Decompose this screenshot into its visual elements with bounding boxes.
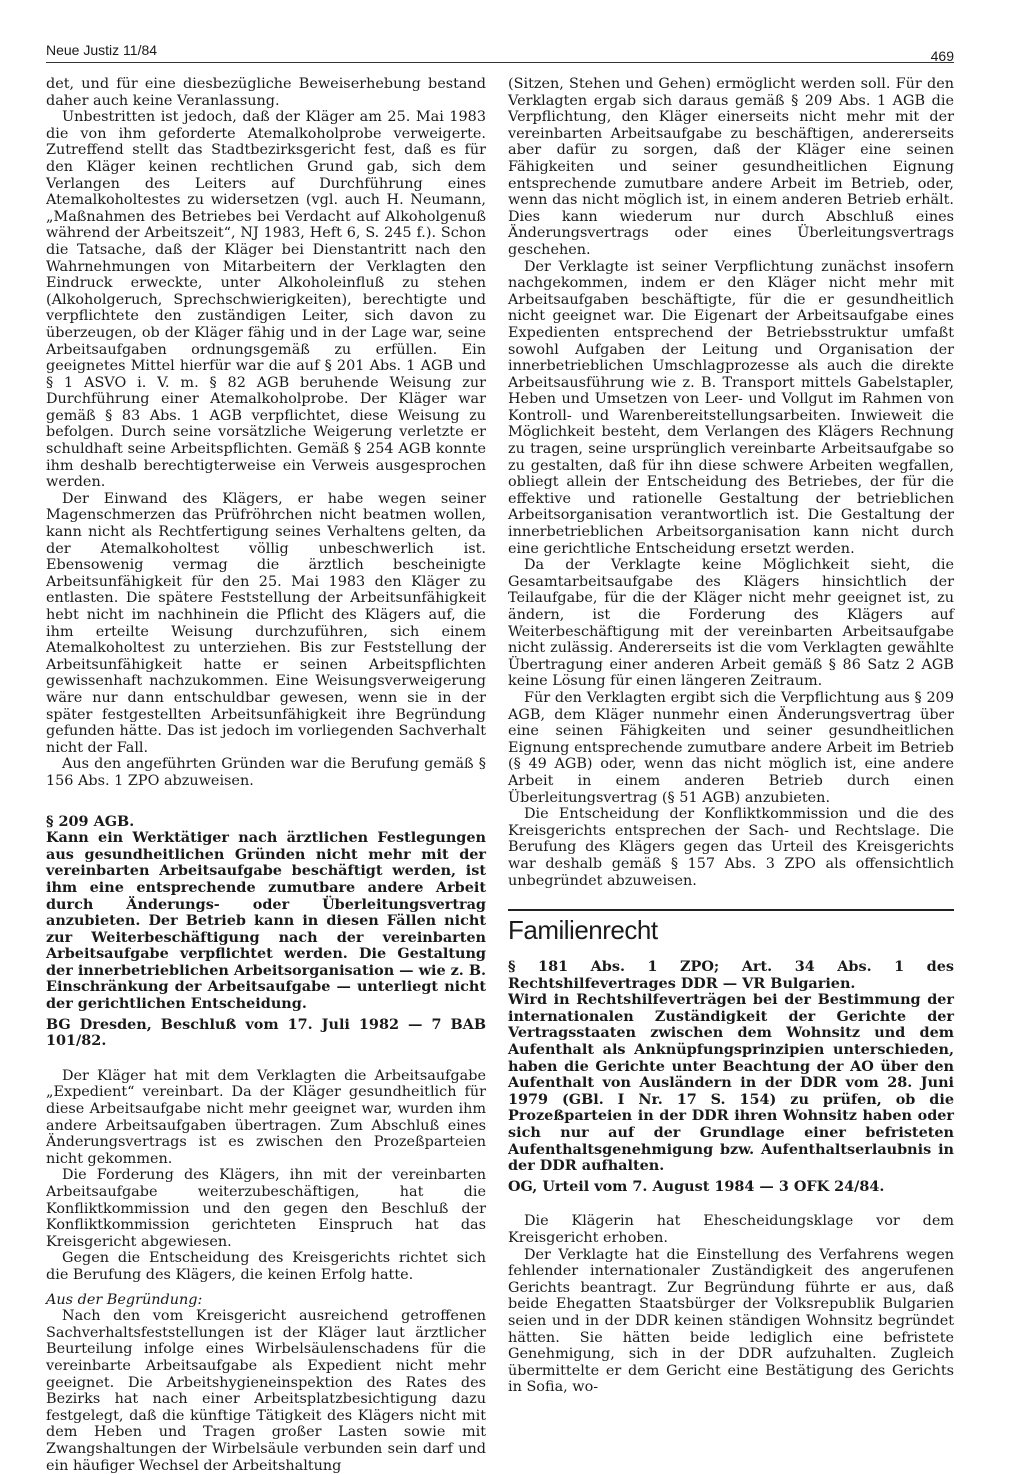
subheading: Aus der Begründung: [46,1291,203,1308]
paragraph: Die Entscheidung der Konfliktkommission und die des Kreisgerichts entsprechen der Sach- und Rechtslage. Die Berufung des Klägers gegen das Urteil des Kreisgerichts war deshalb gemäß § 157 Abs. 3 ZPO als offensichtlich unbegründet abzuweisen. [508,806,954,889]
paragraph: (Sitzen, Stehen und Gehen) ermöglicht werden soll. Für den Verklagten ergab sich daraus gemäß § 209 Abs. 1 AGB die Verpflichtung, den Kläger einerseits nicht mehr mit der vereinbarten Arbeitsaufgabe zu beschäftigen, andererseits aber dafür zu sorgen, daß der Kläger eine seinen Fähigkeiten und seiner gesundheitlichen Eignung entsprechende zumutbare andere Arbeit im Betrieb, oder, wenn das nicht möglich ist, in einem anderen Betrieb erhält. Dies kann wiederum nur durch Abschluß eines Änderungsvertrags oder eines Überleitungsvertrags geschehen. [508,76,954,258]
paragraph: Die Forderung des Klägers, ihn mit der vereinbarten Arbeitsaufgabe weiterzubeschäftigen, hat die Konfliktkommission und den gegen den Beschluß der Konfliktkommission gerichteten Einspruch hat das Kreisgericht abgewiesen. [46,1167,486,1250]
paragraph: Gegen die Entscheidung des Kreisgerichts richtet sich die Berufung des Klägers, die keinen Erfolg hatte. [46,1250,486,1283]
journal-title: Neue Justiz 11/84 [46,42,158,58]
headnote: Kann ein Werktätiger nach ärztlichen Festlegungen aus gesundheitlichen Gründen nicht mehr mit der vereinbarten Arbeitsaufgabe beschäftigt werden, ist ihm eine entsprechende zumutbare andere Arbeit durch Änderungs- oder Überleitungsvertrag anzubieten. Der Betrieb kann in diesen Fällen nicht zur Weiterbeschäftigung nach der vereinbarten Arbeitsaufgabe verpflichtet werden. Die Gestaltung der innerbetrieblichen Arbeitsorganisation — wie z. B. Einschränkung der Arbeitsaufgabe — unterliegt nicht der gerichtlichen Entscheidung. [46,829,486,1013]
page-number: 469 [930,48,954,64]
running-header [46,40,954,63]
left-column [46,76,486,1474]
spacer [46,790,486,808]
headnote: Wird in Rechtshilfeverträgen bei der Bestimmung der internationalen Zuständigkeit der Gerichte der Vertragsstaaten zwischen dem Wohnsitz und dem Aufenthalt als Anknüpfungsprinzipien unterschieden, haben die Gerichte unter Beachtung der AO über den Aufenthalt von Ausländern in der DDR vom 28. Juni 1979 (GBl. I Nr. 17 S. 154) zu prüfen, ob die Prozeßparteien in der DDR ihren Wohnsitz haben oder sich nur auf der Grundlage einer befristeten Aufenthaltsgenehmigung bzw. Aufenthaltserlaubnis in der DDR aufhalten. [508,991,954,1175]
paragraph: Der Kläger hat mit dem Verklagten die Arbeitsaufgabe „Expedient“ vereinbart. Da der Kläger gesundheitlich für diese Arbeitsaufgabe nicht mehr geeignet war, wurden ihm andere Arbeitsaufgaben übertragen. Zum Abschluß eines Änderungsvertrags ist es zwischen den Prozeßparteien nicht gekommen. [46,1067,486,1167]
spacer [46,1284,486,1292]
paragraph: Der Einwand des Klägers, er habe wegen seiner Magenschmerzen das Prüfröhrchen nicht beatmen wollen, kann nicht als Rechtfertigung seines Verhaltens gelten, da der Atemalkoholtest völlig unbeschwerlich ist. Ebensowenig vermag die ärztlich bescheinigte Arbeitsunfähigkeit für den 25. Mai 1983 den Kläger zu entlasten. Die spätere Feststellung der Arbeitsunfähigkeit hebt nicht im nachhinein die Pflicht des Klägers auf, die ihm erteilte Weisung durchzuführen, sich einem Atemalkoholtest zu unterziehen. Bis zur Feststellung der Arbeitsunfähigkeit hatte er seinen Arbeitspflichten gewissenhaft nachzukommen. Eine Weisungsverweigerung wäre nur dann entschuldbar gewesen, wenn sie in der später festgestellten Arbeitsunfähigkeit ihre Begründung gefunden hätte. Das ist jedoch im vorliegenden Sachverhalt nicht der Fall. [46,490,486,756]
paragraph: Die Klägerin hat Ehescheidungsklage vor dem Kreisgericht erhoben. [508,1213,954,1246]
right-column [508,76,954,1396]
paragraph: Für den Verklagten ergibt sich die Verpflichtung aus § 209 AGB, dem Kläger nunmehr einen Änderungsvertrag über eine seinen Fähigkeiten und seiner gesundheitlichen Eignung entsprechende zumutbare andere Arbeit im Betrieb (§ 49 AGB) oder, wenn das nicht möglich ist, eine andere Arbeit in einem anderen Betrieb durch einen Überleitungsvertrag (§ 51 AGB) anzubieten. [508,689,954,806]
paragraph: Da der Verklagte keine Möglichkeit sieht, die Gesamtarbeitsaufgabe des Klägers hinsichtlich der Teilaufgabe, für die der Kläger nicht mehr geeignet ist, zu ändern, ist die Forderung des Klägers auf Weiterbeschäftigung mit der vereinbarten Arbeitsaufgabe nicht zulässig. Andererseits ist die vom Verklagten gewählte Übertragung einer anderen Arbeit gemäß § 86 Satz 2 AGB keine Lösung für einen längeren Zeitraum. [508,557,954,690]
spacer [508,1195,954,1213]
law-reference: § 209 AGB. [46,812,135,830]
law-reference: § 181 Abs. 1 ZPO; Art. 34 Abs. 1 des Rechtshilfevertrages DDR — VR Bulgarien. [508,958,954,992]
paragraph: Der Verklagte hat die Einstellung des Verfahrens wegen fehlender internationaler Zuständigkeit des angerufenen Gerichts beantragt. Zur Begründung führte er aus, daß beide Ehegatten Staatsbürger der Volksrepublik Bulgarien seien und in der DDR keinen ständigen Wohnsitz begründet hätten. Sie hätten beide lediglich eine befristete Genehmigung, sich in der DDR aufzuhalten. Zugleich übermittelte er dem Gericht eine Bestätigung des Gerichts in Sofia, wo- [508,1246,954,1396]
spacer [46,1050,486,1068]
paragraph: Aus den angeführten Gründen war die Berufung gemäß § 156 Abs. 1 ZPO abzuweisen. [46,756,486,789]
case-citation: BG Dresden, Beschluß vom 17. Juli 1982 — 7 BAB 101/82. [46,1015,486,1050]
case-citation: OG, Urteil vom 7. August 1984 — 3 OFK 24/84. [508,1177,885,1195]
paragraph: Unbestritten ist jedoch, daß der Kläger am 25. Mai 1983 die von ihm geforderte Atemalkoholprobe verweigerte. Zutreffend stellt das Stadtbezirksgericht fest, daß es für den Kläger keinen rechtlichen Grund gab, sich dem Verlangen des Leiters auf Durchführung eines Atemalkoholtestes zu widersetzen (vgl. auch H. Neumann, „Maßnahmen des Betriebes bei Verdacht auf Alkoholgenuß während der Arbeitszeit“, NJ 1983, Heft 6, S. 245 f.). Schon die Tatsache, daß der Kläger bei Dienstantritt nach den Wahrnehmungen von Mitarbeitern der Verklagten den Eindruck erweckte, unter Alkoholeinfluß zu stehen (Alkoholgeruch, Sprechschwierigkeiten), berechtigte und verpflichtete den zuständigen Leiter, sich davon zu überzeugen, ob der Kläger fähig und in der Lage war, seine Arbeitsaufgaben ordnungsgemäß zu erfüllen. Ein geeignetes Mittel hierfür war die auf § 201 Abs. 1 AGB und § 1 ASVO i. V. m. § 82 AGB beruhende Weisung zur Durchführung einer Atemalkoholprobe. Der Kläger war gemäß § 83 Abs. 1 AGB verpflichtet, diese Weisung zu befolgen. Durch seine vorsätzliche Weigerung verletzte er schuldhaft seine Arbeitspflichten. Gemäß § 254 AGB konnte ihm deshalb berechtigterweise ein Verweis ausgesprochen werden. [46,109,486,491]
paragraph: Nach den vom Kreisgericht ausreichend getroffenen Sachverhaltsfeststellungen ist der Kläger laut ärztlicher Beurteilung infolge eines Wirbelsäulenschadens für die vereinbarte Arbeitsaufgabe als Expedient nicht mehr geeignet. Die Arbeitshygieneinspektion des Rates des Bezirks hat nach einer Arbeitsplatzbesichtigung dazu festgelegt, daß die künftige Tätigkeit des Klägers nicht mit dem Heben und Tragen großer Lasten sowie mit Zwangshaltungen der Wirbelsäule verbunden sein darf und ein häufiger Wechsel der Arbeitshaltung [46,1308,486,1474]
paragraph: det, und für eine diesbezügliche Beweiserhebung bestand daher auch keine Veranlassung. [46,76,486,109]
paragraph: Der Verklagte ist seiner Verpflichtung zunächst insofern nachgekommen, indem er den Kläger nicht mehr mit Arbeitsaufgaben beschäftigte, für die er gesundheitlich nicht geeignet war. Die Eigenart der Arbeitsaufgabe eines Expedienten entsprechend der Betriebsstruktur umfaßt sowohl Aufgaben der Leitung und Organisation der innerbetrieblichen Umschlagprozesse als auch die direkte Arbeitsausführung wie z. B. Transport mittels Gabelstapler, Heben und Umsetzen von Leer- und Vollgut im Rahmen von Kontroll- und Warenbereitstellungsarbeiten. Inwieweit die Möglichkeit besteht, dem Verlangen des Klägers Rechnung zu tragen, seine ursprünglich vereinbarte Arbeitsaufgabe so zu gestalten, daß für ihn diese schwere Arbeiten wegfallen, obliegt allein der Entscheidung des Betriebes, der für die effektive und rationelle Gestaltung der betrieblichen Arbeitsorganisation verantwortlich ist. Die Gestaltung der innerbetrieblichen Arbeitsorganisation kann nicht durch eine gerichtliche Entscheidung ersetzt werden. [508,258,954,557]
section-heading: Familienrecht [508,909,954,947]
